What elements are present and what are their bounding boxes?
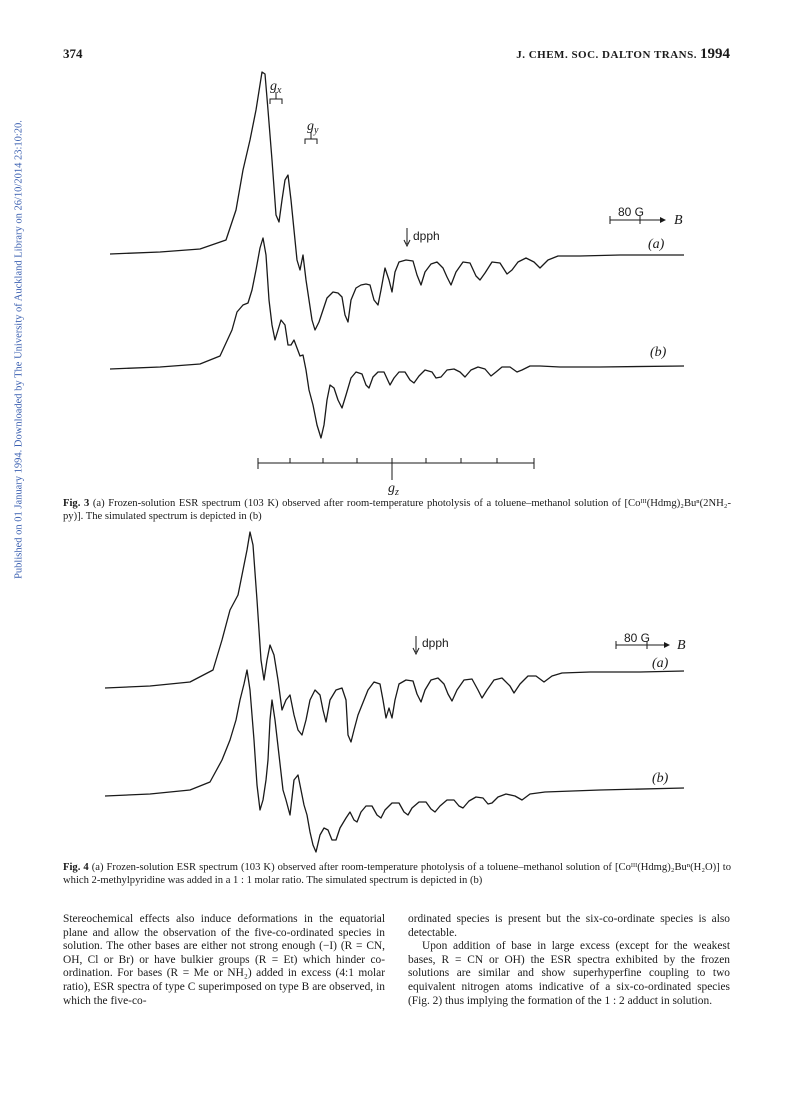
fig4-trace-a <box>105 532 684 742</box>
fig3-trace-b-label: (b) <box>650 345 667 360</box>
download-watermark: Published on 01 January 1994. Downloaded by The University of Auckland Library on 26/10/2014 23:10:20. <box>13 120 25 579</box>
fig3-caption-text: (a) Frozen-solution ESR spectrum (103 K) observed after room-temperature photolysis of a toluene–methanol solution of [Coᴵᴵᴵ(Hdmg)₂Buⁿ(2NH₂-py)]. The simulated spectrum is depicted in (b) <box>63 498 731 522</box>
fig3-dpph-label: dpph <box>413 229 440 243</box>
fig3-scale-label: 80 G <box>618 205 645 219</box>
fig3-caption-label: Fig. 3 <box>63 498 90 509</box>
page-number: 374 <box>63 46 83 61</box>
fig4-trace-a-label: (a) <box>652 656 669 671</box>
figure-4-caption <box>63 862 731 887</box>
fig4-scale-label: 80 G <box>624 631 651 645</box>
gy-label: $g_y$ <box>307 119 319 136</box>
body-left-column: Stereochemical effects also induce deformations in the equatorial plane and allow the observation of the five-co-ordinated species in solution. The other bases are either not strong enough (−I) (R = CN, OH, Cl or Br) or have bulkier groups (R = Et) which hinder co-ordination. For bases (R = Me or NH₂) added in excess (4:1 molar ratio), ESR spectra of type C superimposed on type B are observed, in which the five-co- <box>63 913 385 1007</box>
fig4-field-label: B <box>677 638 686 653</box>
journal-name: J. CHEM. SOC. DALTON TRANS. <box>516 49 697 61</box>
journal-year: 1994 <box>700 46 730 62</box>
body-right-column <box>408 913 730 1008</box>
body-right-paragraph-1: ordinated species is present but the six-co-ordinate species is also detectable. <box>408 913 730 939</box>
gx-label: $g_x$ <box>270 79 282 96</box>
fig4-field-arrow <box>664 642 670 648</box>
fig3-trace-a-label: (a) <box>648 237 665 252</box>
fig4-trace-b-label: (b) <box>652 771 669 786</box>
gz-label: $g_z$ <box>388 481 399 498</box>
body-right-paragraph-2: Upon addition of base in large excess (except for the weakest bases, R = CN or OH) the ESR spectra exhibited by the frozen solutions are similar and show superhyperfine coupling to two equivalent nitrogen atoms indicative of a six-co-ordinated species (Fig. 2) thus implying the formation of the 1 : 2 adduct in solution. <box>408 940 730 1007</box>
fig4-trace-b <box>105 670 684 852</box>
fig4-caption-text: (a) Frozen-solution ESR spectrum (103 K) observed after room-temperature photolysis of a toluene–methanol solution of [Coᴵᴵᴵ(Hdmg)₂Buⁿ(H₂O)] to which 2-methylpyridine was added in a 1 : 1 molar ratio. The simulated spectrum is depicted in (b) <box>63 862 731 886</box>
fig4-dpph-arrow <box>413 636 419 654</box>
fig4-dpph-label: dpph <box>422 636 449 650</box>
fig4-caption-label: Fig. 4 <box>63 862 89 873</box>
fig3-field-label: B <box>674 213 683 228</box>
